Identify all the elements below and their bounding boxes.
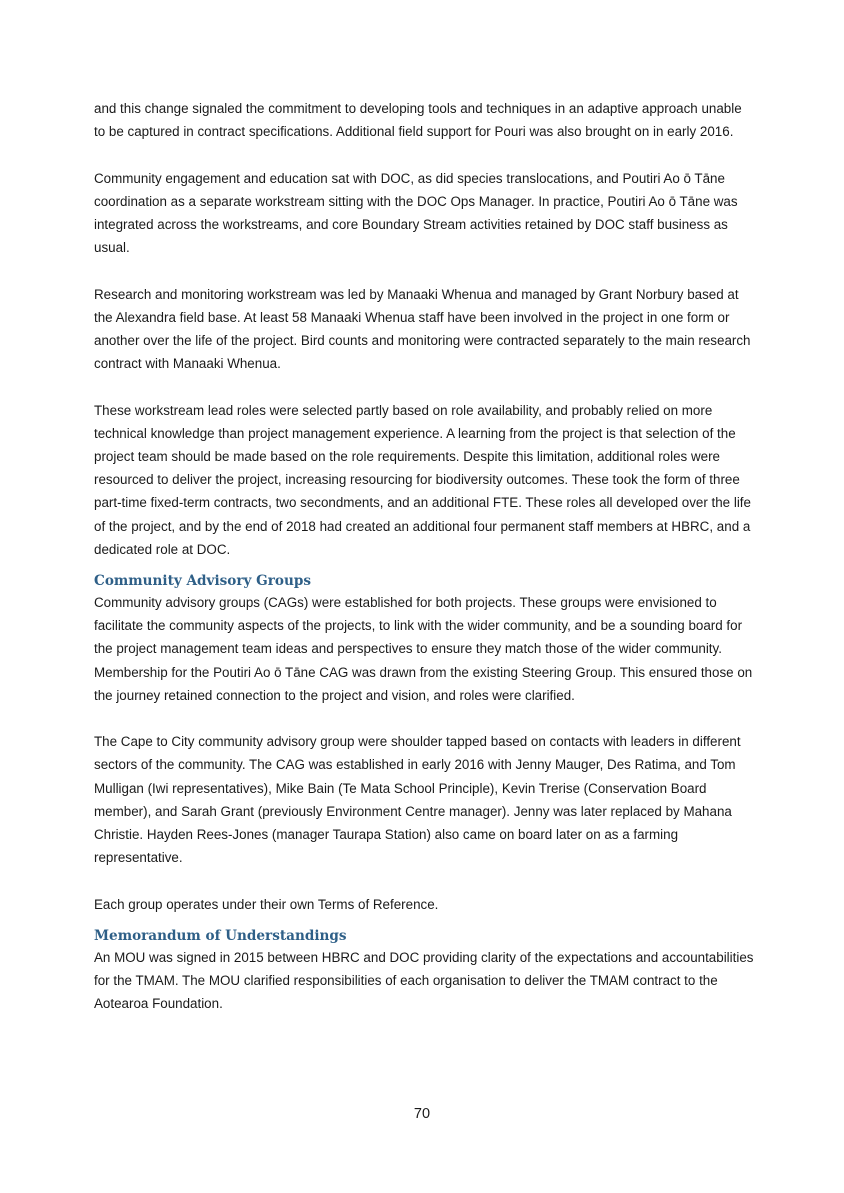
section-heading-community-advisory-groups: Community Advisory Groups [94,573,312,590]
body-paragraph: Community advisory groups (CAGs) were established for both projects. These groups were envisioned to facilitate the community aspects of the projects, to link with the wider community, and be a sounding board for the project management team ideas and perspectives to ensure they match those of the wider community. Membership for the Poutiri Ao ō Tāne CAG was drawn from the existing Steering Group. This ensured those on the journey retained connection to the project and vision, and roles were clarified. [94,595,753,703]
body-paragraph: and this change signaled the commitment to developing tools and techniques in an adaptive approach unable to be captured in contract specifications. Additional field support for Pouri was also brought on in early 2016. [94,101,742,140]
body-paragraph: Each group operates under their own Terms of Reference. [94,896,439,912]
body-paragraph: The Cape to City community advisory group were shoulder tapped based on contacts with leaders in different sectors of the community. The CAG was established in early 2016 with Jenny Mauger, Des Ratima, and Tom Mulligan (Iwi representatives), Mike Bain (Te Mata School Principle), Kevin Trerise (Conservation Board member), and Sarah Grant (previously Environment Centre manager). Jenny was later replaced by Mahana Christie. Hayden Rees-Jones (manager Taurapa Station) also came on board later on as a farming representative. [94,734,741,866]
section-heading-memorandum-of-understandings: Memorandum of Understandings [94,927,347,944]
body-paragraph: Community engagement and education sat with DOC, as did species translocations, and Poutiri Ao ō Tāne coordination as a separate workstream sitting with the DOC Ops Manager. In practice, Poutiri Ao ō Tāne was integrated across the workstreams, and core Boundary Stream activities retained by DOC staff business as usual. [94,170,738,256]
body-paragraph: These workstream lead roles were selected partly based on role availability, and probably relied on more technical knowledge than project management experience. A learning from the project is that selection of the project team should be made based on the role requirements. Despite this limitation, additional roles were resourced to deliver the project, increasing resourcing for biodiversity outcomes. These took the form of three part-time fixed-term contracts, two secondments, and an additional FTE. These roles all developed over the life of the project, and by the end of 2018 had created an additional four permanent staff members at HBRC, and a dedicated role at DOC. [94,402,751,557]
body-paragraph: Research and monitoring workstream was led by Manaaki Whenua and managed by Grant Norbury based at the Alexandra field base. At least 58 Manaaki Whenua staff have been involved in the project in one form or another over the life of the project. Bird counts and monitoring were contracted separately to the main research contract with Manaaki Whenua. [94,286,751,372]
page-body [94,97,754,1039]
page-number: 70 [413,1106,431,1122]
body-paragraph: An MOU was signed in 2015 between HBRC and DOC providing clarity of the expectations and accountabilities for the TMAM. The MOU clarified responsibilities of each organisation to deliver the TMAM contract to the Aotearoa Foundation. [94,949,754,1012]
